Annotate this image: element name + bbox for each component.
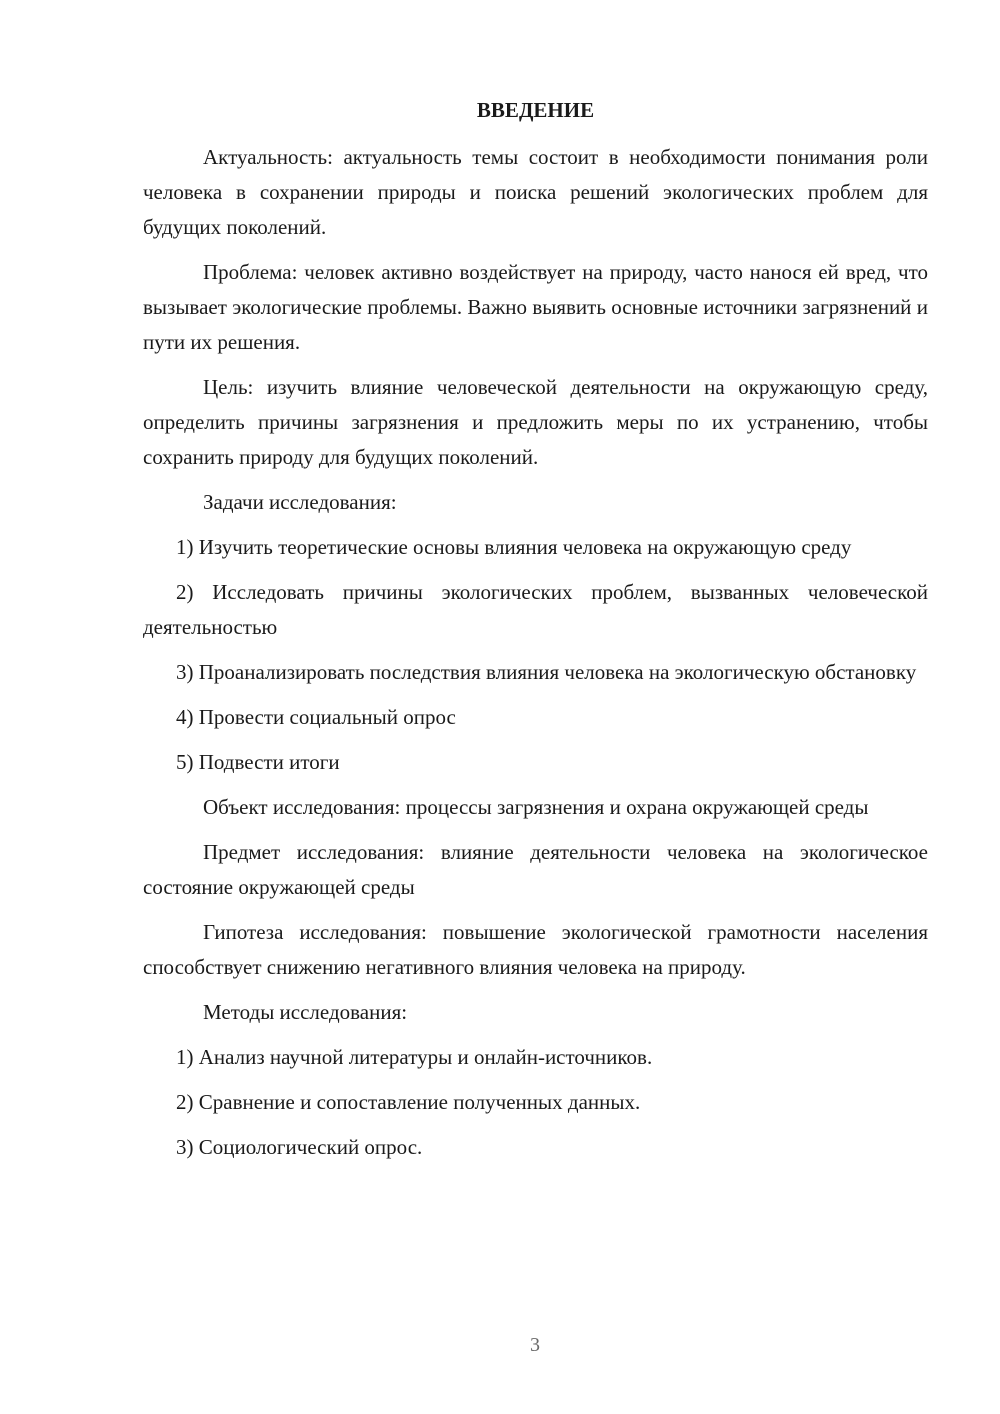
section-title: ВВЕДЕНИЕ (476, 98, 595, 122)
task-item: 4) Провести социальный опрос (176, 705, 456, 729)
task-item: 2) Исследовать причины экологических проблем, вызванных человеческой деятельностью (143, 580, 928, 639)
hypothesis-paragraph: Гипотеза исследования: повышение экологической грамотности населения способствует снижению негативного влияния человека на природу. (143, 920, 928, 979)
method-item: 2) Сравнение и сопоставление полученных данных. (176, 1090, 641, 1114)
object-paragraph: Объект исследования: процессы загрязнения и охрана окружающей среды (203, 795, 869, 819)
task-item: 1) Изучить теоретические основы влияния человека на окружающую среду (176, 535, 852, 559)
method-item: 3) Социологический опрос. (176, 1135, 423, 1159)
document-page (143, 92, 928, 1175)
problem-paragraph: Проблема: человек активно воздействует на природу, часто нанося ей вред, что вызывает экологические проблемы. Важно выявить основные источники загрязнений и пути их решения. (143, 260, 928, 354)
methods-heading: Методы исследования: (203, 1000, 408, 1024)
task-item: 5) Подвести итоги (176, 750, 340, 774)
page-number: 3 (530, 1334, 540, 1356)
subject-paragraph: Предмет исследования: влияние деятельности человека на экологическое состояние окружающей среды (143, 840, 928, 899)
tasks-heading: Задачи исследования: (203, 490, 397, 514)
relevance-paragraph: Актуальность: актуальность темы состоит в необходимости понимания роли человека в сохранении природы и поиска решений экологических проблем для будущих поколений. (143, 145, 928, 239)
goal-paragraph: Цель: изучить влияние человеческой деятельности на окружающую среду, определить причины загрязнения и предложить меры по их устранению, чтобы сохранить природу для будущих поколений. (143, 375, 928, 469)
task-item: 3) Проанализировать последствия влияния человека на экологическую обстановку (176, 660, 917, 684)
method-item: 1) Анализ научной литературы и онлайн-источников. (176, 1045, 653, 1069)
